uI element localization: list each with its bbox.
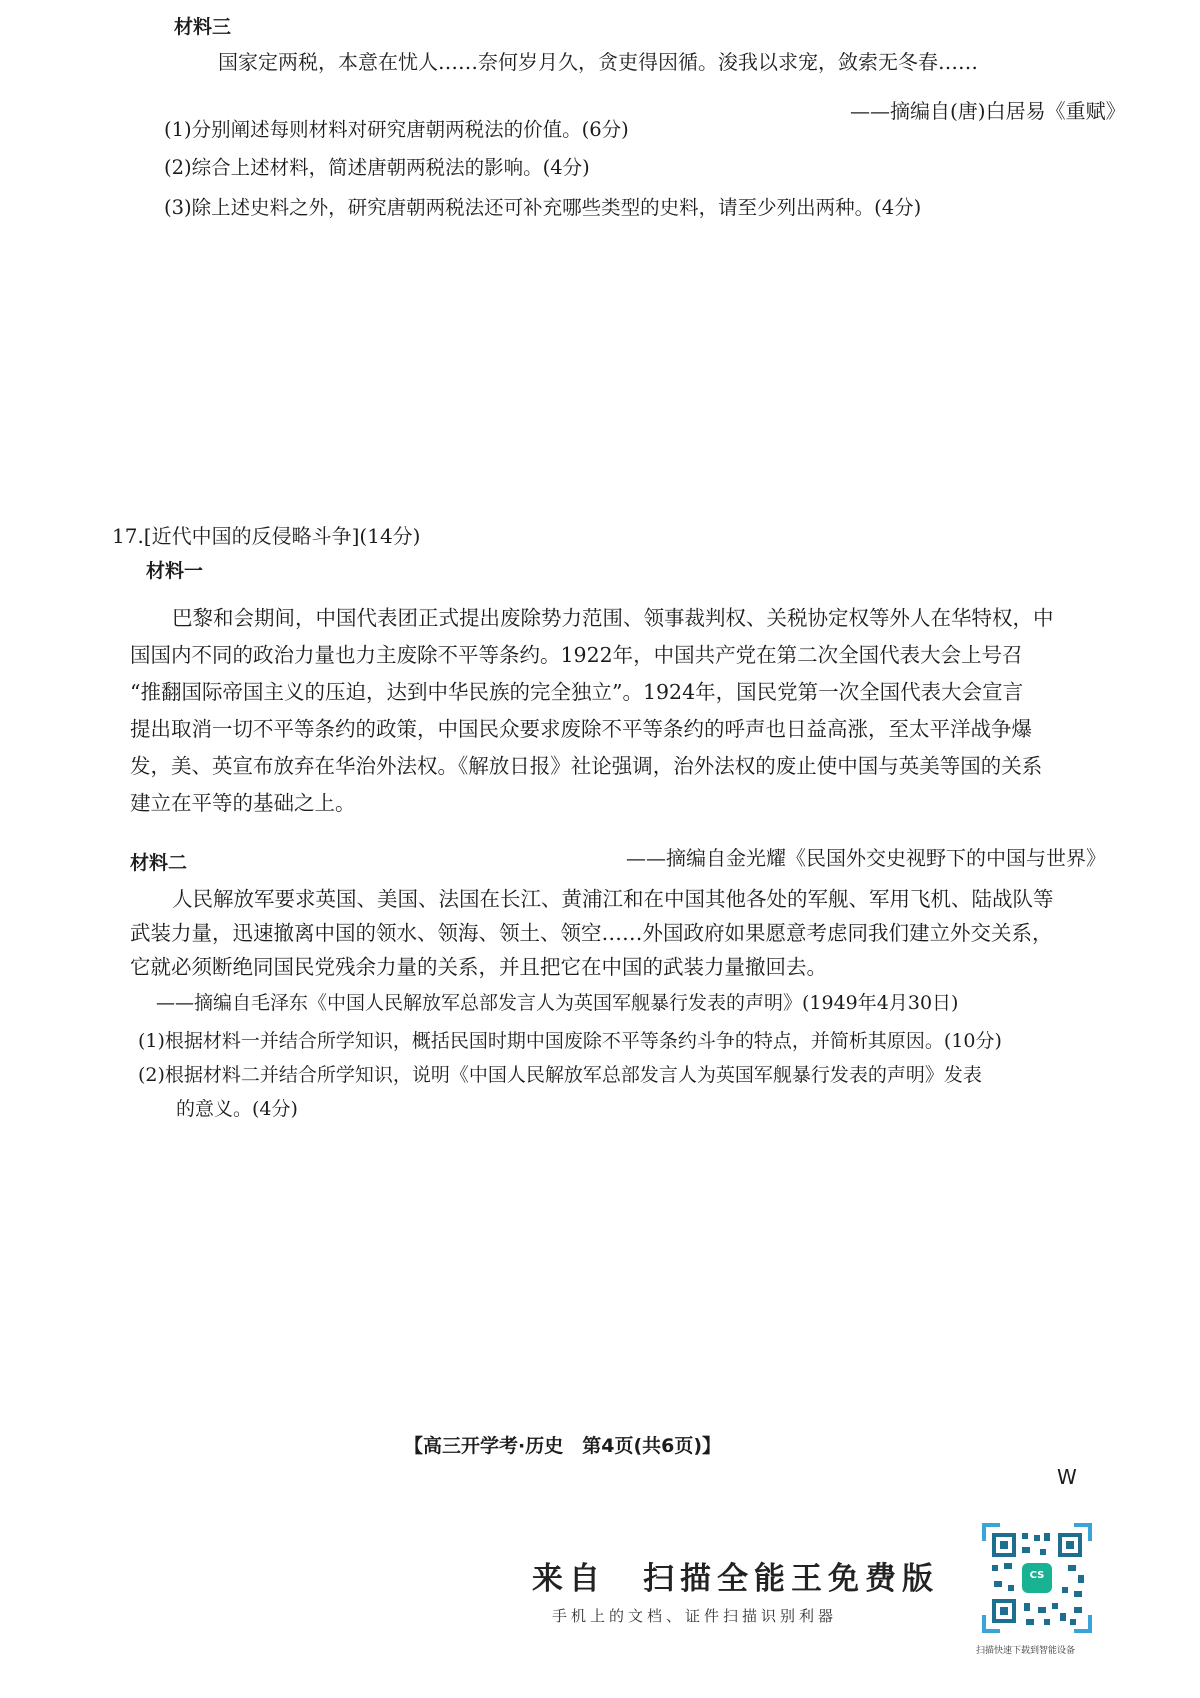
material2-source: ——摘编自毛泽东《中国人民解放军总部发言人为英国军舰暴行发表的声明》(1949年4月30日) — [156, 992, 959, 1014]
s17-question-1: (1)根据材料一并结合所学知识，概括民国时期中国废除不平等条约斗争的特点，并简析其原因。(10分) — [138, 1030, 1002, 1052]
s17-question-2-cont: 的意义。(4分) — [176, 1098, 298, 1120]
material1-source: ——摘编自金光耀《民国外交史视野下的中国与世界》 — [626, 846, 1106, 870]
page-footer: 【高三开学考·历史 第4页(共6页)】 — [404, 1435, 722, 1457]
s16-question-1: (1)分别阐述每则材料对研究唐朝两税法的价值。(6分) — [164, 118, 629, 141]
material2-line-2: 武装力量，迅速撤离中国的领水、领海、领土、领空……外国政府如果愿意考虑同我们建立外交关系， — [130, 921, 1053, 945]
material2-label: 材料二 — [130, 852, 188, 874]
watermark-main-text: 来自 扫描全能王免费版 — [532, 1561, 939, 1597]
material1-line-6: 建立在平等的基础之上。 — [130, 791, 356, 815]
material1-line-5: 发，美、英宣布放弃在华治外法权。《解放日报》社论强调，治外法权的废止使中国与英美等国的关系 — [130, 754, 1043, 778]
material2-line-1: 人民解放军要求英国、美国、法国在长江、黄浦江和在中国其他各处的军舰、军用飞机、陆战队等 — [172, 887, 1054, 911]
material3-text: 国家定两税，本意在忧人……奈何岁月久，贪吏得因循。浚我以求宠，敛索无冬春…… — [218, 50, 978, 74]
corner-mark: W — [1057, 1465, 1077, 1489]
s16-question-3: (3)除上述史料之外，研究唐朝两税法还可补充哪些类型的史料，请至少列出两种。(4分) — [164, 196, 922, 219]
material1-line-3: “推翻国际帝国主义的压迫，达到中华民族的完全独立”。1924年，国民党第一次全国代表大会宣言 — [130, 680, 1024, 704]
material1-line-1: 巴黎和会期间，中国代表团正式提出废除势力范围、领事裁判权、关税协定权等外人在华特权，中 — [172, 606, 1054, 630]
material1-label: 材料一 — [146, 560, 204, 582]
material3-label: 材料三 — [174, 16, 232, 38]
material2-line-3: 它就必须断绝同国民党残余力量的关系，并且把它在中国的武装力量撤回去。 — [130, 955, 827, 979]
material2-paragraph — [130, 882, 1054, 984]
watermark-sub-text: 手机上的文档、证件扫描识别利器 — [552, 1607, 838, 1625]
s17-heading: 17.[近代中国的反侵略斗争](14分) — [112, 524, 421, 548]
qr-badge: CS — [1029, 1570, 1045, 1581]
material1-line-2: 国国内不同的政治力量也力主废除不平等条约。1922年，中国共产党在第二次全国代表大会上号召 — [130, 643, 1023, 667]
material1-line-4: 提出取消一切不平等条约的政策，中国民众要求废除不平等条约的呼声也日益高涨，至太平洋战争爆 — [130, 717, 1032, 741]
qr-caption: 扫描快速下载到智能设备 — [976, 1646, 1076, 1656]
s16-question-2: (2)综合上述材料，简述唐朝两税法的影响。(4分) — [164, 156, 590, 179]
material1-paragraph — [130, 600, 1054, 822]
material3-source: ——摘编自(唐)白居易《重赋》 — [850, 99, 1126, 123]
s17-question-2: (2)根据材料二并结合所学知识，说明《中国人民解放军总部发言人为英国军舰暴行发表的声明》发表 — [138, 1064, 982, 1086]
